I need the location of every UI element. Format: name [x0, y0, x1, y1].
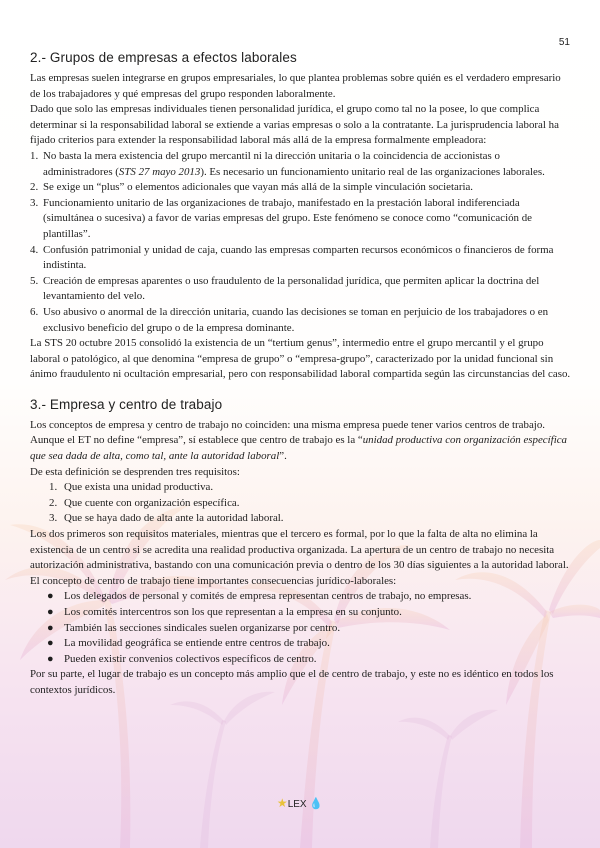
requirements-list: [30, 480, 572, 527]
page-content: [30, 38, 572, 699]
list-item: [30, 149, 572, 180]
citation-italic: STS 27 mayo 2013: [118, 165, 201, 178]
list-item: [30, 180, 572, 196]
list-number: 4.: [30, 243, 39, 256]
drop-icon: 💧: [309, 798, 324, 810]
list-text: Creación de empresas aparentes o uso fraudulento de la personalidad jurídica, que permiten aplicar la doctrina del levantamiento del velo.: [43, 274, 540, 303]
list-item: [30, 605, 572, 621]
definition-italic: unidad productiva con organización específica que sea dada de alta, como tal, ante la autoridad laboral: [30, 434, 567, 463]
footer-brand: [0, 796, 600, 810]
list-text: Funcionamiento unitario de las organizaciones de trabajo, manifestado en la prestación laboral indiferenciada (simultánea o sucesiva) a favor de varias empresas del grupo. Este fenómeno se conoce como “comunicación de plantillas”.: [43, 196, 532, 240]
list-text: También las secciones sindicales suelen organizarse por centro.: [64, 621, 341, 634]
paragraph-text: Los conceptos de empresa y centro de trabajo no coinciden: una misma empresa puede tener varios centros de trabajo. Aunque el ET no define “empresa”, sí establece que centro de trabajo es la “: [30, 418, 545, 447]
list-number: 6.: [30, 305, 39, 318]
brand-name: LEX: [287, 799, 307, 810]
page-number: 51: [558, 37, 570, 48]
section-heading: 2.- Grupos de empresas a efectos laborales: [30, 50, 297, 65]
list-item: [30, 480, 572, 496]
list-text: La movilidad geográfica se entiende entre centros de trabajo.: [64, 637, 330, 650]
list-number: 2.: [30, 181, 39, 194]
bullet-icon: ●: [47, 637, 54, 650]
paragraph: Los dos primeros son requisitos materiales, mientras que el tercero es formal, por lo que la falta de alta no elimina la existencia de un centro si se acredita una realidad productiva organizada. La apertura de un centro de trabajo no necesita autorización administrativa, bastando con una comunicación previa o dentro de los 30 días siguientes a la autoridad laboral. El concepto de centro de trabajo tiene importantes consecuencias jurídico-laborales:: [30, 528, 569, 587]
paragraph: Por su parte, el lugar de trabajo es un concepto más amplio que el de centro de trabajo, y este no es idéntico en todos los contextos jurídicos.: [30, 668, 554, 696]
section-empresa-y-centro: [30, 397, 572, 699]
list-text: Pueden existir convenios colectivos específicos de centro.: [64, 652, 317, 665]
list-item: [30, 652, 572, 668]
paragraph: Dado que solo las empresas individuales tienen personalidad jurídica, el grupo como tal no la posee, lo que complica determinar si la responsabilidad laboral se extiende a varias empresas o solo a la contratante. La jurisprudencia laboral ha fijado criterios para extender la responsabilidad laboral más allá de la empresa formalmente empleadora:: [30, 103, 559, 147]
list-item: [30, 511, 572, 527]
section-heading: 3.- Empresa y centro de trabajo: [30, 396, 223, 412]
list-text: Que se haya dado de alta ante la autoridad laboral.: [64, 512, 284, 525]
list-number: 5.: [30, 274, 39, 287]
list-number: 2.: [49, 496, 58, 509]
list-text: ). Es necesario un funcionamiento unitario real de las organizaciones laborales.: [200, 165, 545, 178]
list-text: Los delegados de personal y comités de empresa representan centros de trabajo, no empresas.: [64, 590, 472, 603]
paragraph: La STS 20 octubre 2015 consolidó la existencia de un “tertium genus”, intermedio entre el grupo mercantil y el grupo laboral o patológico, al que denomina “empresa de grupo” o “empresa-grupo”, caracterizado por la unidad funcional sin ánimo fraudulento ni ocultación empresarial, pero con responsabilidad laboral compartida según las circunstancias del caso.: [30, 337, 571, 381]
list-text: Los comités intercentros son los que representan a la empresa en su conjunto.: [64, 606, 402, 618]
paragraph: Las empresas suelen integrarse en grupos empresariales, lo que plantea problemas sobre quién es el verdadero empresario de los trabajadores y qué empresas del grupo responden laboralmente.: [30, 72, 561, 100]
consequences-list: [30, 589, 572, 667]
list-number: 1.: [49, 481, 58, 494]
bullet-icon: ●: [47, 621, 54, 634]
list-item: [30, 589, 572, 605]
list-number: 3.: [49, 512, 58, 525]
list-text: No basta la mera existencia del grupo mercantil ni la dirección unitaria o la coincidencia de accionistas o administradores (: [43, 149, 500, 178]
list-text: Se exige un “plus” o elementos adicionales que vayan más allá de la simple vinculación societaria.: [43, 181, 474, 194]
paragraph: [30, 418, 572, 465]
bullet-icon: ●: [47, 652, 54, 665]
list-text: Que cuente con organización específica.: [64, 496, 240, 509]
star-icon: ★: [276, 796, 288, 810]
bullet-icon: ●: [47, 606, 54, 618]
list-item: [30, 636, 572, 652]
list-item: [30, 196, 572, 243]
list-text: Confusión patrimonial y unidad de caja, cuando las empresas comparten recursos económicos o financieros de forma indistinta.: [43, 243, 554, 272]
paragraph-text: ”.: [279, 450, 287, 463]
list-item: [30, 274, 572, 305]
list-number: 1.: [30, 149, 39, 162]
criteria-list: [30, 149, 572, 336]
bullet-icon: ●: [47, 590, 54, 603]
list-item: [30, 243, 572, 274]
section-grupos-de-empresas: [30, 50, 572, 383]
list-text: Que exista una unidad productiva.: [64, 481, 214, 494]
list-item: [30, 305, 572, 336]
list-item: [30, 621, 572, 637]
paragraph: De esta definición se desprenden tres requisitos:: [30, 465, 240, 478]
list-text: Uso abusivo o anormal de la dirección unitaria, cuando las decisiones se toman en perjuicio de los trabajadores o en exclusivo beneficio del grupo o de la empresa dominante.: [43, 305, 549, 334]
list-item: [30, 496, 572, 512]
list-number: 3.: [30, 196, 39, 209]
